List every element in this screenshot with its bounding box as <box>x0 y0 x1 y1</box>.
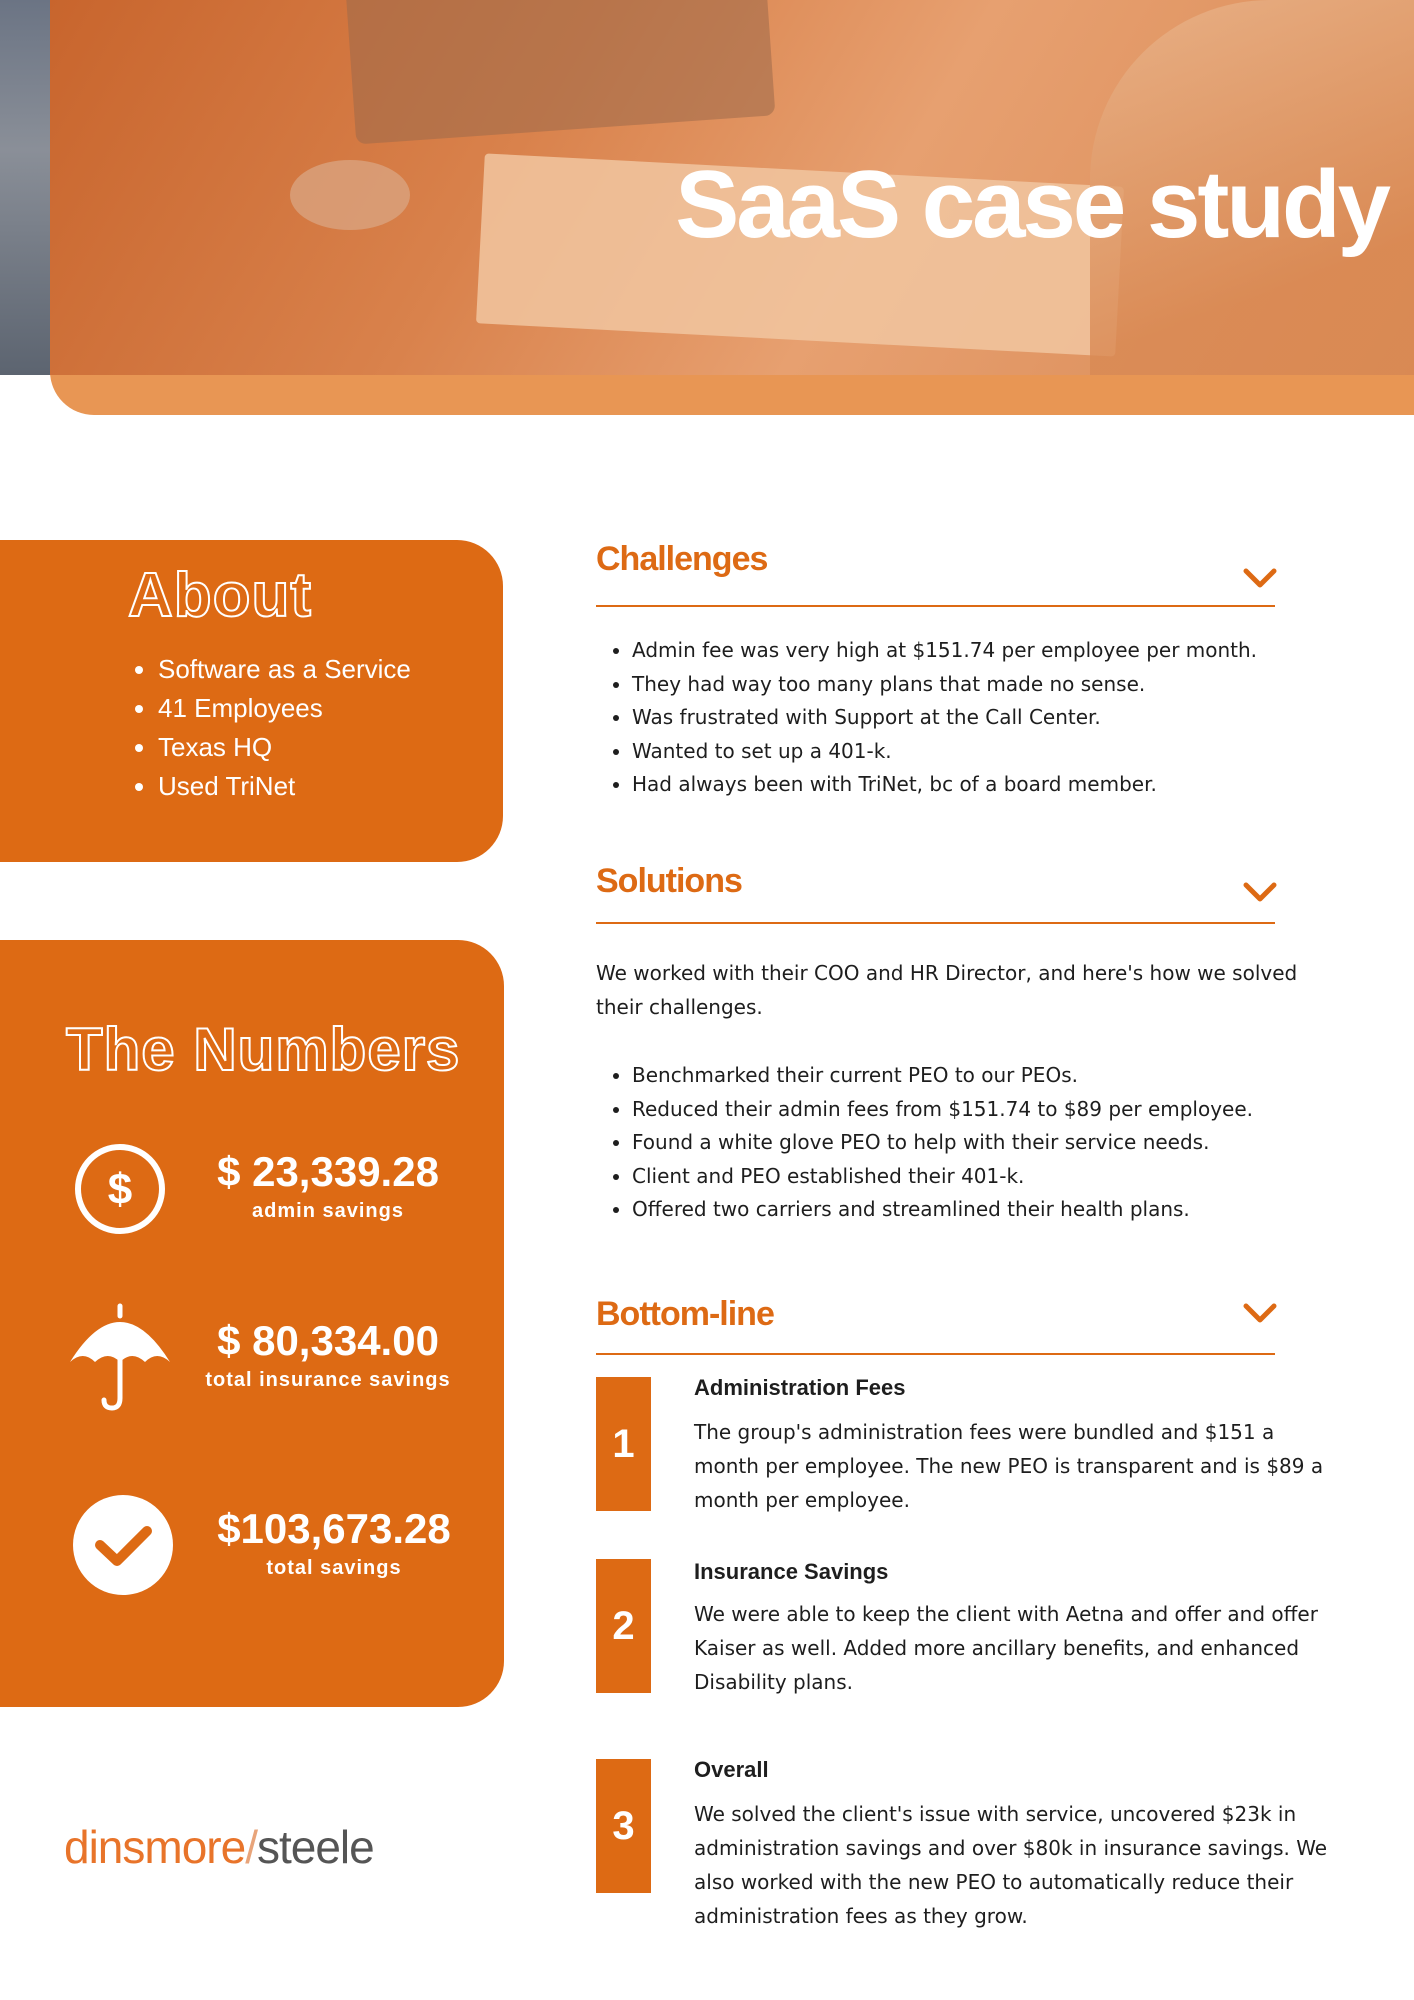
hero-banner <box>0 0 1414 375</box>
solutions-intro: We worked with their COO and HR Director, and here's how we solved their challenges. <box>596 961 1298 1019</box>
svg-text:$: $ <box>107 1165 133 1214</box>
challenge-item: • Admin fee was very high at $151.74 per employee per month. <box>632 634 1332 668</box>
admin-savings-value: $ 23,339.28 <box>217 1148 439 1195</box>
solution-item: • Reduced their admin fees from $151.74 to $89 per employee. <box>632 1093 1332 1127</box>
logo-slash: / <box>245 1821 257 1873</box>
company-logo <box>64 1820 374 1874</box>
total-savings-value: $103,673.28 <box>217 1505 451 1552</box>
hero-photo-strip <box>0 0 50 375</box>
bottom-line-chevron-down-icon[interactable] <box>1243 1303 1277 1325</box>
bottom-line-heading-3: Overall <box>694 1757 769 1782</box>
numbers-panel <box>0 940 504 1707</box>
about-item: • Texas HQ <box>158 728 411 767</box>
bottom-line-number-2: 2 <box>596 1559 651 1693</box>
challenge-item: • Wanted to set up a 401-k. <box>632 735 1332 769</box>
checkmark-circle-icon <box>73 1495 173 1595</box>
logo-part-steele: steele <box>256 1821 374 1873</box>
solution-item: • Benchmarked their current PEO to our PEOs. <box>632 1059 1332 1093</box>
bottom-line-text-1: The group's administration fees were bundled and $151 a month per employee. The new PEO is transparent and is $89 a month per employee. <box>694 1420 1324 1512</box>
challenge-item: • They had way too many plans that made no sense. <box>632 668 1332 702</box>
mouse-shape <box>290 160 410 230</box>
page-title: SaaS case study <box>675 151 1388 258</box>
bottom-line-heading-1: Administration Fees <box>694 1375 906 1400</box>
bottom-line-text-2: We were able to keep the client with Aetna and offer and offer Kaiser as well. Added more ancillary benefits, and enhanced Disability plans. <box>694 1602 1318 1694</box>
challenge-item: • Was frustrated with Support at the Call Center. <box>632 701 1332 735</box>
solution-item: • Found a white glove PEO to help with their service needs. <box>632 1126 1332 1160</box>
challenges-title: Challenges <box>596 540 768 578</box>
total-savings-label: total savings <box>266 1557 402 1579</box>
laptop-shape <box>345 0 776 144</box>
about-title: About <box>128 561 313 630</box>
bottom-line-heading-2: Insurance Savings <box>694 1559 889 1584</box>
logo-part-dinsmore: dinsmore <box>64 1821 246 1873</box>
bottom-line-divider <box>596 1353 1275 1355</box>
insurance-savings-value: $ 80,334.00 <box>217 1317 439 1364</box>
solution-item: • Offered two carriers and streamlined their health plans. <box>632 1193 1332 1227</box>
about-item: • Software as a Service <box>158 650 411 689</box>
challenges-chevron-down-icon[interactable] <box>1243 568 1277 590</box>
solutions-list <box>596 1059 1332 1227</box>
solutions-title: Solutions <box>596 862 742 900</box>
challenges-divider <box>596 605 1275 607</box>
insurance-savings-label: total insurance savings <box>205 1369 451 1391</box>
about-list <box>128 650 411 806</box>
solutions-divider <box>596 922 1275 924</box>
dollar-circle-icon <box>73 1142 167 1236</box>
numbers-title: The Numbers <box>66 1016 461 1083</box>
challenges-list <box>596 634 1332 802</box>
bottom-line-number-3: 3 <box>596 1759 651 1893</box>
bottom-line-title: Bottom-line <box>596 1295 774 1333</box>
challenge-item: • Had always been with TriNet, bc of a board member. <box>632 768 1332 802</box>
about-item: • 41 Employees <box>158 689 411 728</box>
solution-item: • Client and PEO established their 401-k. <box>632 1160 1332 1194</box>
about-panel <box>0 540 503 862</box>
solutions-chevron-down-icon[interactable] <box>1243 882 1277 904</box>
about-item: • Used TriNet <box>158 767 411 806</box>
umbrella-icon <box>68 1302 172 1414</box>
admin-savings-label: admin savings <box>252 1200 404 1222</box>
bottom-line-number-1: 1 <box>596 1377 651 1511</box>
bottom-line-text-3: We solved the client's issue with service, uncovered $23k in administration savings and over $80k in insurance savings. We also worked with the new PEO to automatically reduce their administration fees as they grow. <box>694 1802 1328 1928</box>
